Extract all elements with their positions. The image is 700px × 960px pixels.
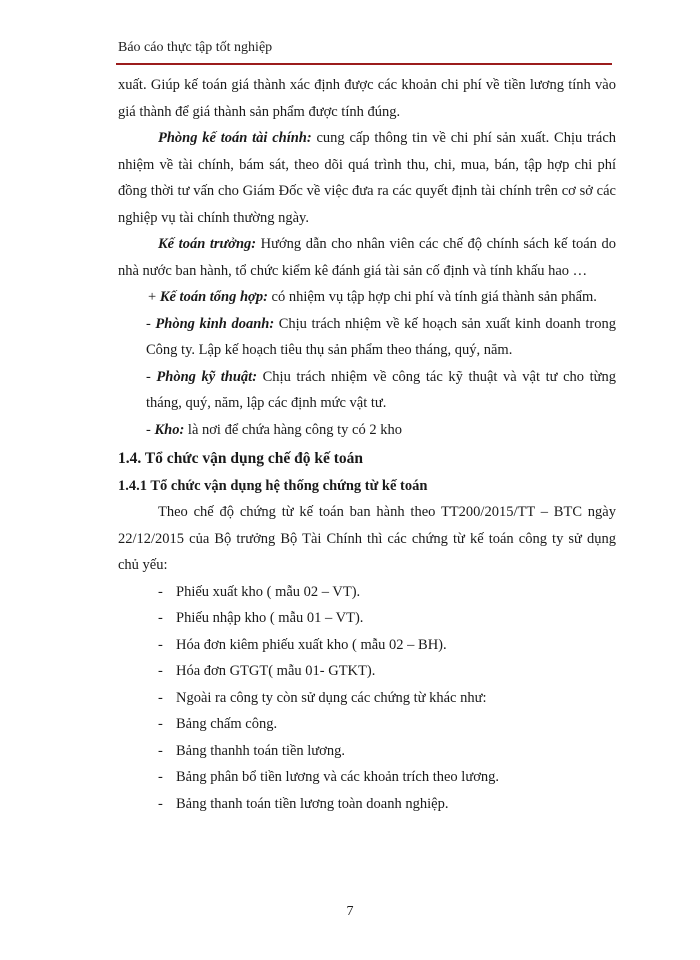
bullet-dash: - — [158, 663, 163, 679]
list-item — [118, 605, 616, 632]
regulation-text: Theo chế độ chứng từ kế toán ban hành theo TT200/2015/TT – BTC ngày 22/12/2015 của Bộ trưởng Bộ Tài Chính thì các chứng từ kế toán công ty sử dụng chủ yếu: — [118, 504, 616, 573]
paragraph-text: xuất. Giúp kế toán giá thành xác định được các khoản chi phí về tiền lương tính vào giá thành để giá thành sản phẩm được tính đúng. — [118, 77, 616, 120]
list-item — [118, 764, 616, 791]
list-item-text: Ngoài ra công ty còn sử dụng các chứng từ khác như: — [176, 689, 487, 706]
chief-accountant-label: Kế toán trưởng: — [158, 236, 257, 252]
bullet-dash: - — [158, 636, 163, 653]
page-content — [118, 72, 616, 817]
bullet-dash: - — [158, 583, 163, 600]
list-item-text: Hóa đơn kiêm phiếu xuất kho ( mẫu 02 – BH). — [176, 636, 447, 653]
technical-dept-text: Chịu trách nhiệm về công tác kỹ thuật và vật tư cho từng tháng, quý, năm, lập các định mức vật tư. — [146, 368, 616, 411]
document-list — [118, 579, 616, 818]
subsection-heading: 1.4.1 Tổ chức vận dụng hệ thống chứng từ kế toán — [118, 478, 428, 494]
paragraph-business-dept — [118, 311, 616, 364]
paragraph-continuation — [118, 72, 616, 125]
list-item-text: Bảng phân bổ tiền lương và các khoản trích theo lương. — [176, 769, 499, 785]
warehouse-text: là nơi để chứa hàng công ty có 2 kho — [184, 421, 402, 438]
paragraph-general-accountant — [118, 284, 616, 311]
list-item — [118, 791, 616, 818]
paragraph-warehouse — [118, 417, 616, 444]
bullet-dash: - — [158, 610, 163, 626]
business-dept-text: Chịu trách nhiệm về kế hoạch sản xuất kinh doanh trong Công ty. Lập kế hoạch tiêu thụ sản phẩm theo tháng, quý, năm. — [146, 315, 616, 358]
page-header-title: Báo cáo thực tập tốt nghiệp — [118, 40, 273, 55]
plus-marker: + — [148, 289, 160, 305]
section-heading: 1.4. Tổ chức vận dụng chế độ kế toán — [118, 450, 364, 467]
general-accountant-text: có nhiệm vụ tập hợp chi phí và tính giá thành sản phẩm. — [267, 289, 597, 305]
bullet-dash: - — [158, 716, 163, 732]
dash-marker: - — [146, 315, 156, 332]
list-item-text: Bảng thanh toán tiền lương toàn doanh nghiệp. — [176, 795, 449, 812]
business-dept-label: Phòng kinh doanh: — [155, 315, 275, 332]
paragraph-finance-dept — [118, 125, 616, 231]
list-item — [118, 632, 616, 659]
list-item — [118, 685, 616, 712]
list-item-text: Phiếu nhập kho ( mẫu 01 – VT). — [176, 610, 364, 626]
page-number: 7 — [346, 904, 354, 919]
paragraph-regulation — [118, 499, 616, 579]
list-item-text: Bảng chấm công. — [176, 716, 278, 732]
bullet-dash: - — [158, 769, 163, 785]
paragraph-technical-dept — [118, 364, 616, 417]
list-item-text: Phiếu xuất kho ( mẫu 02 – VT). — [176, 583, 361, 600]
dash-marker: - — [146, 421, 155, 438]
list-item-text: Bảng thanhh toán tiền lương. — [176, 742, 345, 759]
bullet-dash: - — [158, 689, 163, 706]
list-item-text: Hóa đơn GTGT( mẫu 01- GTKT). — [176, 663, 376, 679]
header-divider — [116, 63, 612, 65]
paragraph-chief-accountant — [118, 231, 616, 284]
list-item — [118, 579, 616, 606]
general-accountant-label: Kế toán tổng hợp: — [159, 289, 268, 305]
finance-dept-label: Phòng kế toán tài chính: — [158, 130, 312, 146]
finance-dept-text: cung cấp thông tin về chi phí sản xuất. Chịu trách nhiệm về tài chính, bám sát, theo dõi quá trình thu, chi, mua, bán, tập hợp chi phí đồng thời tư vấn cho Giám Đốc về việc đưa ra các quyết định tài chính trên cơ sở các nghiệp vụ tài chính thường ngày. — [118, 130, 616, 226]
chief-accountant-text: Hướng dẫn cho nhân viên các chế độ chính sách kế toán do nhà nước ban hành, tổ chức kiểm kê đánh giá tài sản cố định và tính khấu hao … — [118, 236, 616, 279]
dash-marker: - — [146, 368, 157, 385]
bullet-dash: - — [158, 742, 163, 759]
list-item — [118, 738, 616, 765]
bullet-dash: - — [158, 795, 163, 812]
warehouse-label: Kho: — [154, 421, 185, 438]
technical-dept-label: Phòng kỹ thuật: — [156, 368, 258, 385]
list-item — [118, 711, 616, 738]
list-item — [118, 658, 616, 685]
